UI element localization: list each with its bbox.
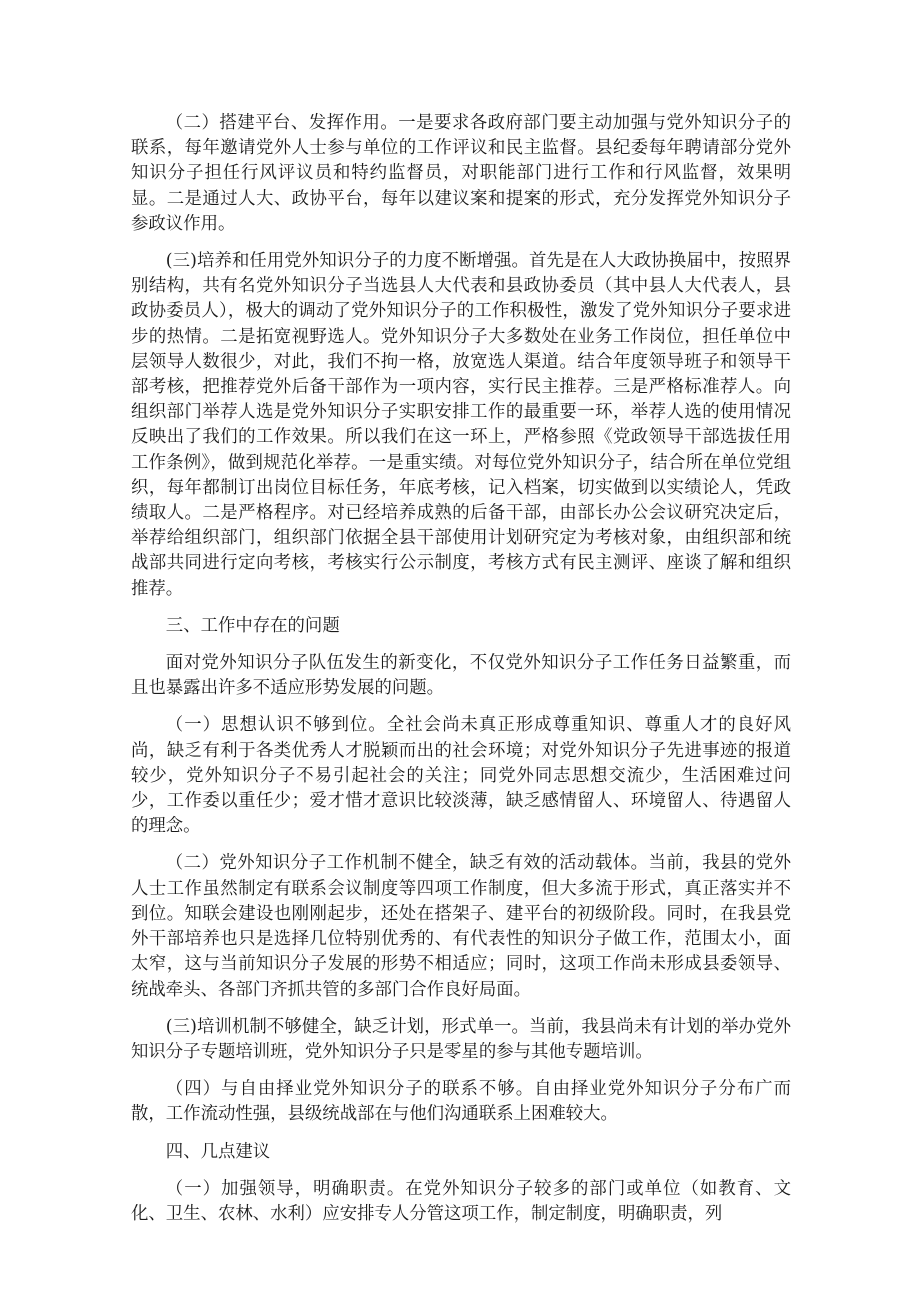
section-heading-suggestions: 四、几点建议 [165,1141,271,1162]
paragraph-problem-contact: （四）与自由择业党外知识分子的联系不够。自由择业党外知识分子分布广而散，工作流动性强，县级统战部在与他们沟通联系上困难较大。 [131,1079,791,1125]
paragraph-problems-intro: 面对党外知识分子队伍发生的新变化，不仅党外知识分子工作任务日益繁重，而且也暴露出许多不适应形势发展的问题。 [131,653,791,699]
paragraph-problem-awareness: （一）思想认识不够到位。全社会尚未真正形成尊重知识、尊重人才的良好风尚，缺乏有利于各类优秀人才脱颖而出的社会环境；对党外知识分子先进事迹的报道较少，党外知识分子不易引起社会的关注；同党外同志思想交流少，生活困难过问少，工作委以重任少；爱才惜才意识比较淡薄，缺乏感情留人、环境留人、待遇留人的理念。 [131,715,791,837]
section-heading-problems: 三、工作中存在的问题 [165,615,340,636]
document-body [131,111,791,1239]
paragraph-platform-building: （二）搭建平台、发挥作用。一是要求各政府部门要主动加强与党外知识分子的联系，每年邀请党外人士参与单位的工作评议和民主监督。县纪委每年聘请部分党外知识分子担任行风评议员和特约监督员，对职能部门进行工作和行风监督，效果明显。二是通过人大、政协平台，每年以建议案和提案的形式，充分发挥党外知识分子参政议作用。 [131,113,791,234]
paragraph-suggestion-leadership: （一）加强领导，明确职责。在党外知识分子较多的部门或单位（如教育、文化、卫生、农林、水利）应安排专人分管这项工作，制定制度，明确职责，列 [131,1178,791,1224]
paragraph-training-appointment: (三)培养和任用党外知识分子的力度不断增强。首先是在人大政协换届中，按照界别结构，共有名党外知识分子当选县人大代表和县政协委员（其中县人大代表人，县政协委员人），极大的调动了党外知识分子的工作积极性，激发了党外知识分子要求进步的热情。二是拓宽视野选人。党外知识分子大多数处在业务工作岗位，担任单位中层领导人数很少，对此，我们不拘一格，放宽选人渠道。结合年度领导班子和领导干部考核，把推荐党外后备干部作为一项内容，实行民主推荐。三是严格标准荐人。向组织部门举荐人选是党外知识分子实职安排工作的最重要一环，举荐人选的使用情况反映出了我们的工作效果。所以我们在这一环上，严格参照《党政领导干部选拔任用工作条例》，做到规范化举荐。一是重实绩。对每位党外知识分子，结合所在单位党组织，每年都制订出岗位目标任务，年底考核，记入档案，切实做到以实绩论人，凭政绩取人。二是严格程序。对已经培养成熟的后备干部，由部长办公会议研究决定后，举荐给组织部门，组织部门依据全县干部使用计划研究定为考核对象，由组织部和统战部共同进行定向考核，考核实行公示制度，考核方式有民主测评、座谈了解和组织推荐。 [131,251,791,599]
paragraph-problem-training: (三)培训机制不够健全，缺乏计划，形式单一。当前，我县尚未有计划的举办党外知识分子专题培训班，党外知识分子只是零星的参与其他专题培训。 [131,1016,791,1062]
paragraph-problem-mechanism: （二）党外知识分子工作机制不健全，缺乏有效的活动载体。当前，我县的党外人士工作虽然制定有联系会议制度等四项工作制度，但大多流于形式，真正落实并不到位。知联会建设也刚刚起步，还处在搭架子、建平台的初级阶段。同时，在我县党外干部培养也只是选择几位特别优秀的、有代表性的知识分子做工作，范围太小，面太窄，这与当前知识分子发展的形势不相适应；同时，这项工作尚未形成县委领导、统战牵头、各部门齐抓共管的多部门合作良好局面。 [131,853,791,1000]
